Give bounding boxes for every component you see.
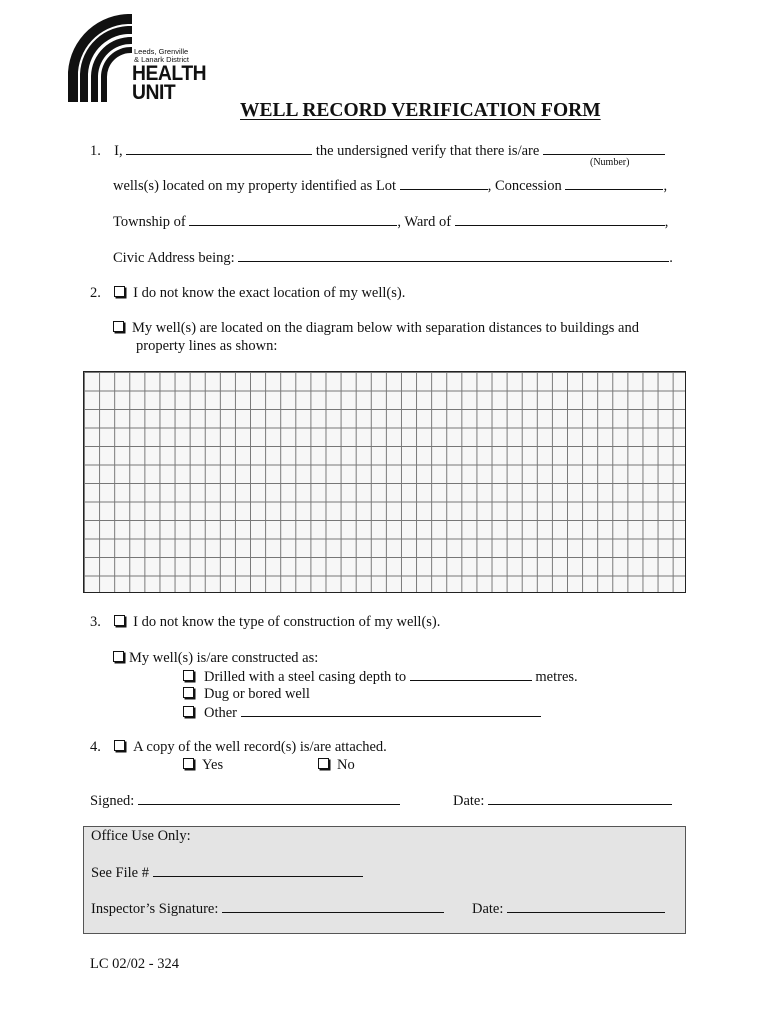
q4-yes-option [183, 757, 223, 774]
dug-label: Dug or bored well [204, 686, 310, 702]
file-number-field[interactable] [153, 864, 363, 877]
q3-drilled-row [183, 668, 578, 686]
casing-depth-field[interactable] [410, 668, 532, 681]
office-file-row [91, 864, 363, 882]
q1-i-label: I, [114, 143, 123, 159]
record-attached-checkbox[interactable] [114, 740, 125, 751]
q4-no-option [318, 757, 355, 774]
office-date-label: Date: [472, 901, 504, 917]
drilled-checkbox[interactable] [183, 670, 194, 681]
office-use-heading: Office Use Only: [91, 828, 191, 844]
logo-text-line2: & Lanark District [134, 55, 190, 64]
page-title: WELL RECORD VERIFICATION FORM [240, 100, 601, 121]
q1-number: 1. [90, 143, 101, 159]
record-attached-label: A copy of the well record(s) is/are attached. [133, 739, 387, 755]
township-field[interactable] [189, 213, 397, 226]
lot-label: wells(s) located on my property identified as Lot [113, 178, 397, 194]
diagram-location-label: My well(s) are located on the diagram below with separation distances to buildings and [132, 320, 639, 336]
date-row [453, 792, 672, 810]
unknown-construction-label: I do not know the type of construction of my well(s). [133, 614, 441, 630]
logo-word-unit: UNIT [132, 81, 176, 104]
row2-comma: , [663, 178, 668, 194]
other-label: Other [204, 705, 238, 721]
q1-row1 [90, 142, 665, 160]
q2-number: 2. [90, 285, 101, 301]
lot-field[interactable] [400, 177, 488, 190]
inspector-signature-field[interactable] [222, 900, 444, 913]
unknown-location-label: I do not know the exact location of my well(s). [133, 285, 406, 301]
q3-other-row [183, 704, 541, 722]
no-label: No [337, 757, 355, 773]
q1-row3 [113, 213, 668, 231]
file-number-label: See File # [91, 865, 149, 881]
row3-comma: , [664, 214, 669, 230]
q2-option-unknown-location [90, 285, 405, 302]
q1-row4 [113, 249, 673, 267]
row4-period: . [669, 250, 673, 266]
ward-label: , Ward of [397, 214, 452, 230]
constructed-checkbox[interactable] [113, 651, 124, 662]
date-field[interactable] [488, 792, 672, 805]
constructed-label: My well(s) is/are constructed as: [129, 650, 319, 666]
logo-text-line1: Leeds, Grenville [134, 47, 189, 56]
office-date-field[interactable] [507, 900, 665, 913]
no-checkbox[interactable] [318, 758, 329, 769]
q4-number: 4. [90, 739, 101, 755]
unknown-location-checkbox[interactable] [114, 286, 125, 297]
q2-option-diagram [113, 320, 639, 337]
signed-label: Signed: [90, 793, 135, 809]
other-checkbox[interactable] [183, 706, 194, 717]
location-diagram-grid[interactable] [83, 371, 686, 593]
logo-word-health: HEALTH [132, 62, 207, 85]
q3-option-constructed [113, 650, 318, 667]
yes-checkbox[interactable] [183, 758, 194, 769]
dug-checkbox[interactable] [183, 687, 194, 698]
q3-number: 3. [90, 614, 101, 630]
number-note: (Number) [590, 157, 630, 168]
yes-label: Yes [202, 757, 224, 773]
inspector-signature-label: Inspector’s Signature: [91, 901, 219, 917]
q4-row [90, 739, 387, 756]
diagram-location-checkbox[interactable] [113, 321, 124, 332]
signed-row [90, 792, 400, 810]
civic-address-label: Civic Address being: [113, 250, 235, 266]
concession-field[interactable] [565, 177, 663, 190]
well-count-field[interactable] [543, 142, 665, 155]
other-field[interactable] [241, 704, 541, 717]
inspector-row [91, 900, 444, 918]
signature-field[interactable] [138, 792, 400, 805]
name-field[interactable] [126, 142, 312, 155]
date-label: Date: [453, 793, 485, 809]
diagram-location-label-line2: property lines as shown: [136, 338, 278, 354]
form-code: LC 02/02 - 324 [90, 956, 180, 972]
q3-dug-row [183, 686, 310, 703]
drilled-label: Drilled with a steel casing depth to [204, 669, 407, 685]
q1-verify-text: the undersigned verify that there is/are [315, 143, 540, 159]
concession-label: , Concession [487, 178, 562, 194]
township-label: Township of [113, 214, 186, 230]
metres-label: metres. [535, 669, 578, 685]
unknown-construction-checkbox[interactable] [114, 615, 125, 626]
q3-option-unknown-construction [90, 614, 440, 631]
office-date-row [472, 900, 665, 918]
ward-field[interactable] [455, 213, 665, 226]
civic-address-field[interactable] [238, 249, 669, 262]
q1-row2 [113, 177, 667, 195]
